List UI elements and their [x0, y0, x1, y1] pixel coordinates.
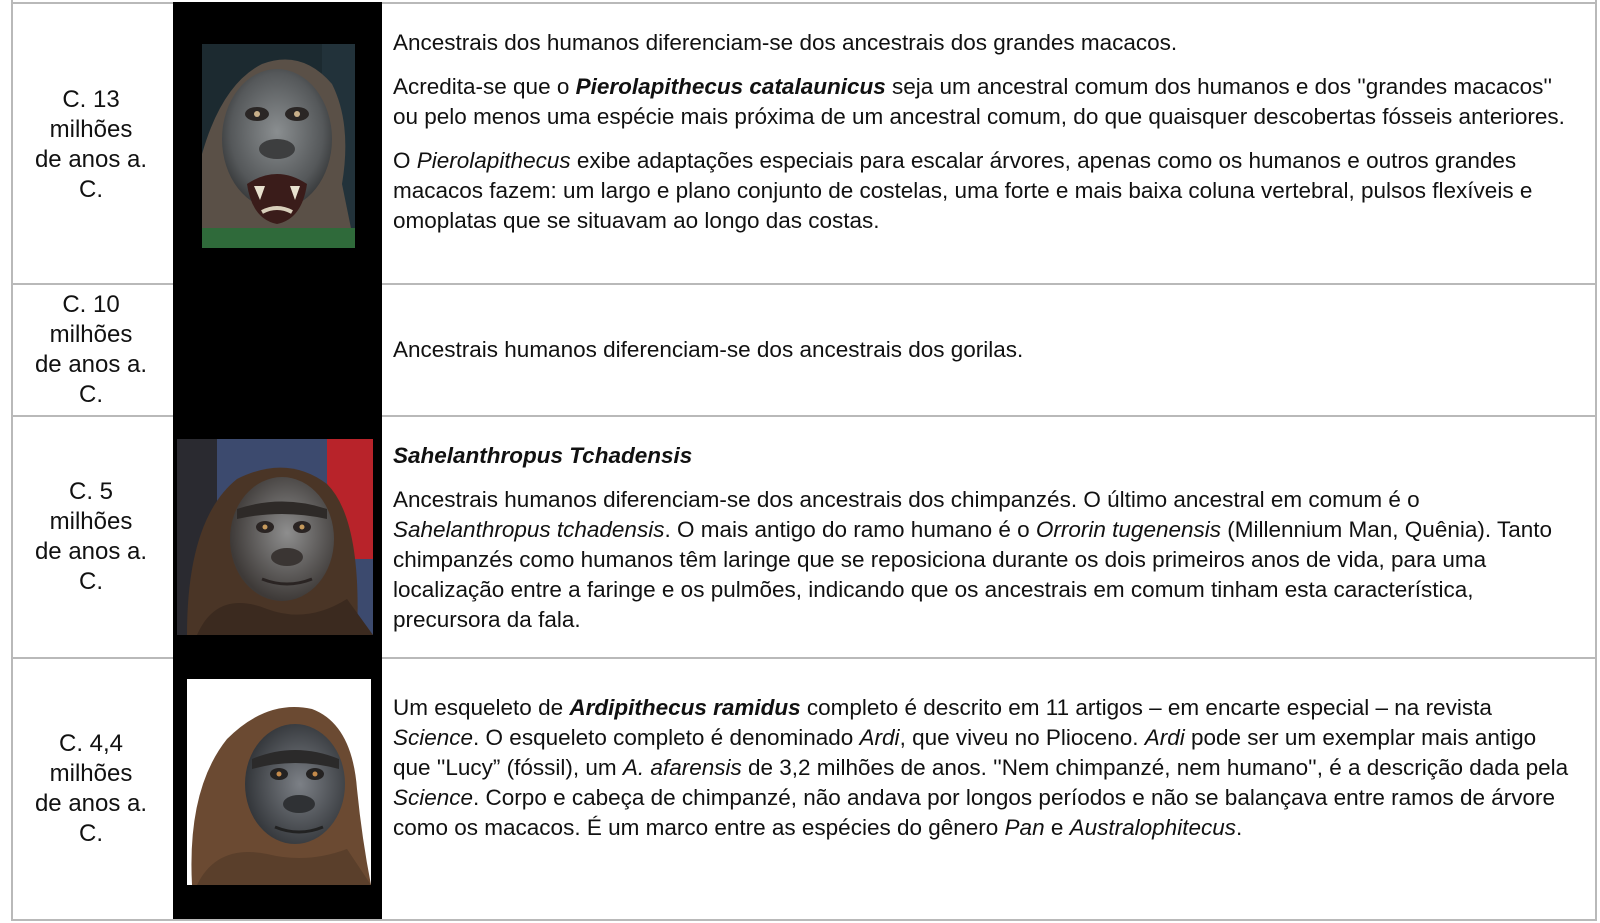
image-cell	[173, 283, 382, 415]
sahelanthropus-bust-image	[177, 439, 373, 635]
table-row	[11, 2, 1597, 285]
sahelanthropus-photo	[177, 439, 373, 635]
journal-name: Science	[393, 725, 474, 750]
journal-name: Science	[393, 785, 474, 810]
date-line: milhões	[49, 508, 133, 535]
date-line: milhões	[49, 760, 133, 787]
date-cell	[11, 285, 171, 415]
description-cell	[393, 441, 1579, 649]
image-cell	[173, 2, 382, 285]
date-line: C.	[79, 820, 103, 847]
species-name: A. afarensis	[622, 755, 742, 780]
text-span: Ancestrais humanos diferenciam-se dos ancestrais dos gorilas.	[393, 337, 1024, 362]
text-span: .	[1235, 815, 1243, 840]
description-paragraph	[393, 485, 1579, 635]
description-paragraph	[393, 693, 1579, 843]
date-line: de anos a.	[34, 538, 148, 565]
pierolapithecus-photo	[202, 44, 355, 248]
text-span: O	[393, 148, 417, 173]
table-row	[11, 283, 1597, 415]
date-cell	[11, 659, 171, 919]
date-cell	[11, 4, 171, 285]
date-line: C. 5	[68, 478, 113, 505]
species-name: Pierolapithecus catalaunicus	[575, 74, 886, 99]
date-line: C.	[79, 175, 103, 203]
date-line: C. 10	[62, 291, 120, 318]
description-cell	[393, 693, 1579, 857]
ardipithecus-photo	[187, 679, 371, 885]
species-title	[393, 441, 1579, 471]
ardipithecus-bust-image	[187, 679, 371, 885]
date-line: C.	[79, 381, 103, 408]
text-span: . Corpo e cabeça de chimpanzé, não andava por longos períodos e não se balançava entre ramos de árvore como os macacos. É um marco entre as espécies do gênero	[393, 785, 1555, 840]
date-line: de anos a.	[34, 145, 148, 173]
description-paragraph	[393, 72, 1579, 132]
genus-name: Australophitecus	[1069, 815, 1236, 840]
species-name: Sahelanthropus tchadensis	[393, 517, 665, 542]
text-span: . O esqueleto completo é denominado	[473, 725, 860, 750]
date-line: C.	[79, 568, 103, 595]
date-line: C. 13	[62, 85, 120, 113]
date-line: C. 4,4	[58, 730, 124, 757]
text-span: exibe adaptações especiais para escalar árvores, apenas como os humanos e outros grandes macacos fazem: um largo e plano conjunto de costelas, uma forte e mais baixa coluna vertebral, pulsos flexíveis e omoplatas que se situavam ao longo das costas.	[393, 148, 1533, 233]
text-span: , que viveu no Plioceno.	[899, 725, 1145, 750]
date-line: de anos a.	[34, 351, 148, 378]
description-paragraph	[393, 335, 1579, 365]
species-name: Orrorin tugenensis	[1035, 517, 1221, 542]
text-span: Ancestrais humanos diferenciam-se dos ancestrais dos chimpanzés. O último ancestral em comum é o	[393, 487, 1420, 512]
table-row	[11, 657, 1597, 919]
species-name: Sahelanthropus Tchadensis	[393, 443, 693, 468]
date-cell	[11, 417, 171, 657]
specimen-name: Ardi	[1144, 725, 1185, 750]
description-cell	[393, 28, 1579, 250]
description-paragraph	[393, 28, 1579, 58]
table-row	[11, 415, 1597, 657]
specimen-name: Ardi	[859, 725, 900, 750]
text-span: . O mais antigo do ramo humano é o	[664, 517, 1036, 542]
text-span: Acredita-se que o	[393, 74, 576, 99]
species-name: Pierolapithecus	[416, 148, 571, 173]
species-name: Ardipithecus ramidus	[569, 695, 801, 720]
text-span: e	[1044, 815, 1070, 840]
date-line: de anos a.	[34, 790, 148, 817]
table-border-bottom	[11, 919, 1597, 921]
evolution-timeline-table	[11, 0, 1597, 921]
description-cell	[393, 335, 1579, 379]
text-span: de 3,2 milhões de anos. ''Nem chimpanzé, nem humano'', é a descrição dada pela	[741, 755, 1569, 780]
text-span: pode ser um exemplar mais antigo que ''Lucy” (fóssil), um	[393, 725, 1537, 780]
description-paragraph	[393, 146, 1579, 236]
text-span: Ancestrais dos humanos diferenciam-se dos ancestrais dos grandes macacos.	[393, 30, 1178, 55]
text-span: Um esqueleto de	[393, 695, 570, 720]
pierolapithecus-bust-image	[202, 44, 355, 248]
text-span: (Millennium Man, Quênia). Tanto chimpanzés como humanos têm laringe que se reposiciona durante os dois primeiros anos de vida, para uma localização entre a faringe e os pulmões, indicando que os ancestrais em comum tinham esta característica, precursora da fala.	[393, 517, 1552, 632]
text-span: seja um ancestral comum dos humanos e dos ''grandes macacos'' ou pelo menos uma espécie mais próxima de um ancestral comum, do que quaisquer descobertas fósseis anteriores.	[393, 74, 1565, 129]
genus-name: Pan	[1004, 815, 1045, 840]
text-span: completo é descrito em 11 artigos – em encarte especial – na revista	[800, 695, 1492, 720]
date-line: milhões	[49, 115, 133, 143]
image-cell	[173, 415, 382, 657]
date-line: milhões	[49, 321, 133, 348]
image-cell	[173, 657, 382, 919]
